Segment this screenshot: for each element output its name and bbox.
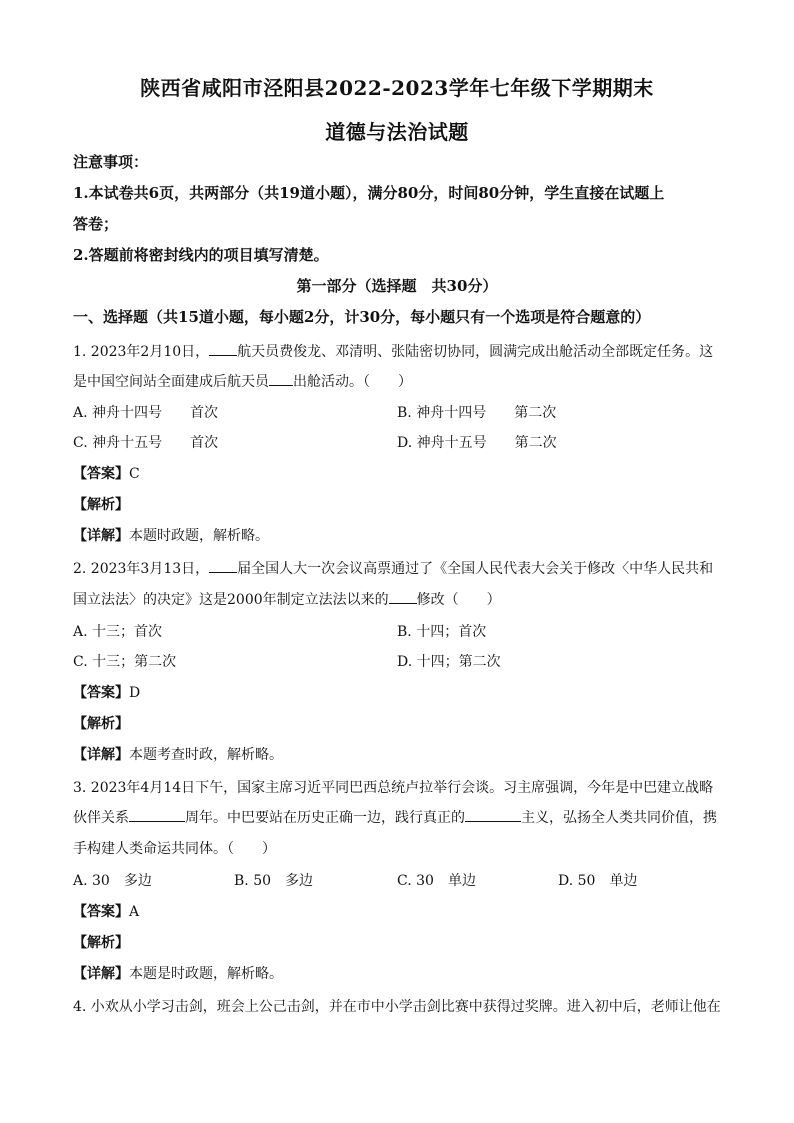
q1-text-b: 航天员费俊龙、邓清明、张陆密切协同，圆满完成出舱活动全部既定任务。这 bbox=[237, 344, 714, 360]
notice-item-1: 1.本试卷共6页，共两部分（共19道小题），满分80分，时间80分钟，学生直接在试题上 bbox=[73, 184, 665, 202]
q3-detail: 【详解】本题是时政题，解析略。 bbox=[73, 966, 283, 982]
q1-analysis: 【解析】 bbox=[73, 497, 129, 513]
q3-blank-1 bbox=[129, 809, 185, 822]
q2-line-1: 2. 2023年3月13日， 届全国人大一次会议高票通过了《全国人民代表大会关于修改〈中华人民共和 bbox=[73, 561, 714, 577]
q1-blank-1 bbox=[209, 343, 237, 356]
exam-subtitle: 道德与法治试题 bbox=[325, 120, 469, 144]
q3-line-1: 3. 2023年4月14日下午，国家主席习近平同巴西总统卢拉举行会谈。习主席强调，今年是中巴建立战略 bbox=[73, 780, 714, 796]
q2-blank-2 bbox=[389, 591, 417, 604]
q1-text-c: 是中国空间站全面建成后航天员 bbox=[73, 374, 269, 390]
notice-item-2: 2.答题前将密封线内的项目填写清楚。 bbox=[73, 246, 329, 264]
q3-line-2: 伙伴关系 周年。中巴要站在历史正确一边，践行真正的 主义，弘扬全人类共同价值，携 bbox=[73, 810, 717, 826]
q1-option-b: B. 神舟十四号 第二次 bbox=[397, 405, 557, 421]
notice-item-1-cont: 答卷； bbox=[73, 215, 119, 233]
q3-line-3: 手构建人类命运共同体。（ ） bbox=[73, 841, 276, 857]
q3-option-c: C. 30 单边 bbox=[397, 873, 476, 889]
q1-detail: 【详解】本题时政题，解析略。 bbox=[73, 528, 269, 544]
q2-answer: 【答案】D bbox=[73, 685, 141, 701]
q4-line-1: 4. 小欢从小学习击剑，班会上公己击剑，并在市中小学击剑比赛中获得过奖牌。进入初中后，老师让他在 bbox=[73, 999, 721, 1015]
q1-option-d: D. 神舟十五号 第二次 bbox=[397, 435, 557, 451]
q2-blank-1 bbox=[209, 560, 237, 573]
q1-text-a: 1. 2023年2月10日， bbox=[73, 344, 210, 360]
q3-option-b: B. 50 多边 bbox=[234, 873, 314, 889]
notice-heading: 注意事项： bbox=[73, 153, 149, 171]
q3-blank-2 bbox=[465, 809, 521, 822]
q1-line-2 bbox=[73, 371, 723, 391]
q1-line-1 bbox=[73, 341, 723, 361]
q2-option-a: A. 十三；首次 bbox=[73, 624, 163, 640]
q1-text-d: 出舱活动。（ ） bbox=[293, 374, 412, 390]
q3-analysis: 【解析】 bbox=[73, 935, 129, 951]
q1-option-a: A. 神舟十四号 首次 bbox=[73, 405, 219, 421]
q2-analysis: 【解析】 bbox=[73, 716, 129, 732]
q1-answer: 【答案】C bbox=[73, 466, 140, 482]
q2-option-d: D. 十四；第二次 bbox=[397, 654, 501, 670]
q1-option-c: C. 神舟十五号 首次 bbox=[73, 435, 219, 451]
q3-option-d: D. 50 单边 bbox=[558, 873, 638, 889]
q3-answer: 【答案】A bbox=[73, 904, 140, 920]
part1-heading: 第一部分（选择题 共30分） bbox=[296, 277, 498, 295]
q2-detail: 【详解】本题考查时政，解析略。 bbox=[73, 747, 283, 763]
q1-blank-2 bbox=[269, 373, 293, 386]
q2-line-2: 国立法法〉的决定》这是2000年制定立法法以来的 修改（ ） bbox=[73, 592, 501, 608]
section-heading: 一、选择题（共15道小题，每小题2分，计30分，每小题只有一个选项是符合题意的） bbox=[73, 308, 651, 326]
q2-option-c: C. 十三；第二次 bbox=[73, 654, 177, 670]
q2-option-b: B. 十四；首次 bbox=[397, 624, 487, 640]
q3-option-a: A. 30 多边 bbox=[73, 873, 152, 889]
exam-title: 陕西省咸阳市泾阳县2022-2023学年七年级下学期期末 bbox=[140, 76, 654, 100]
